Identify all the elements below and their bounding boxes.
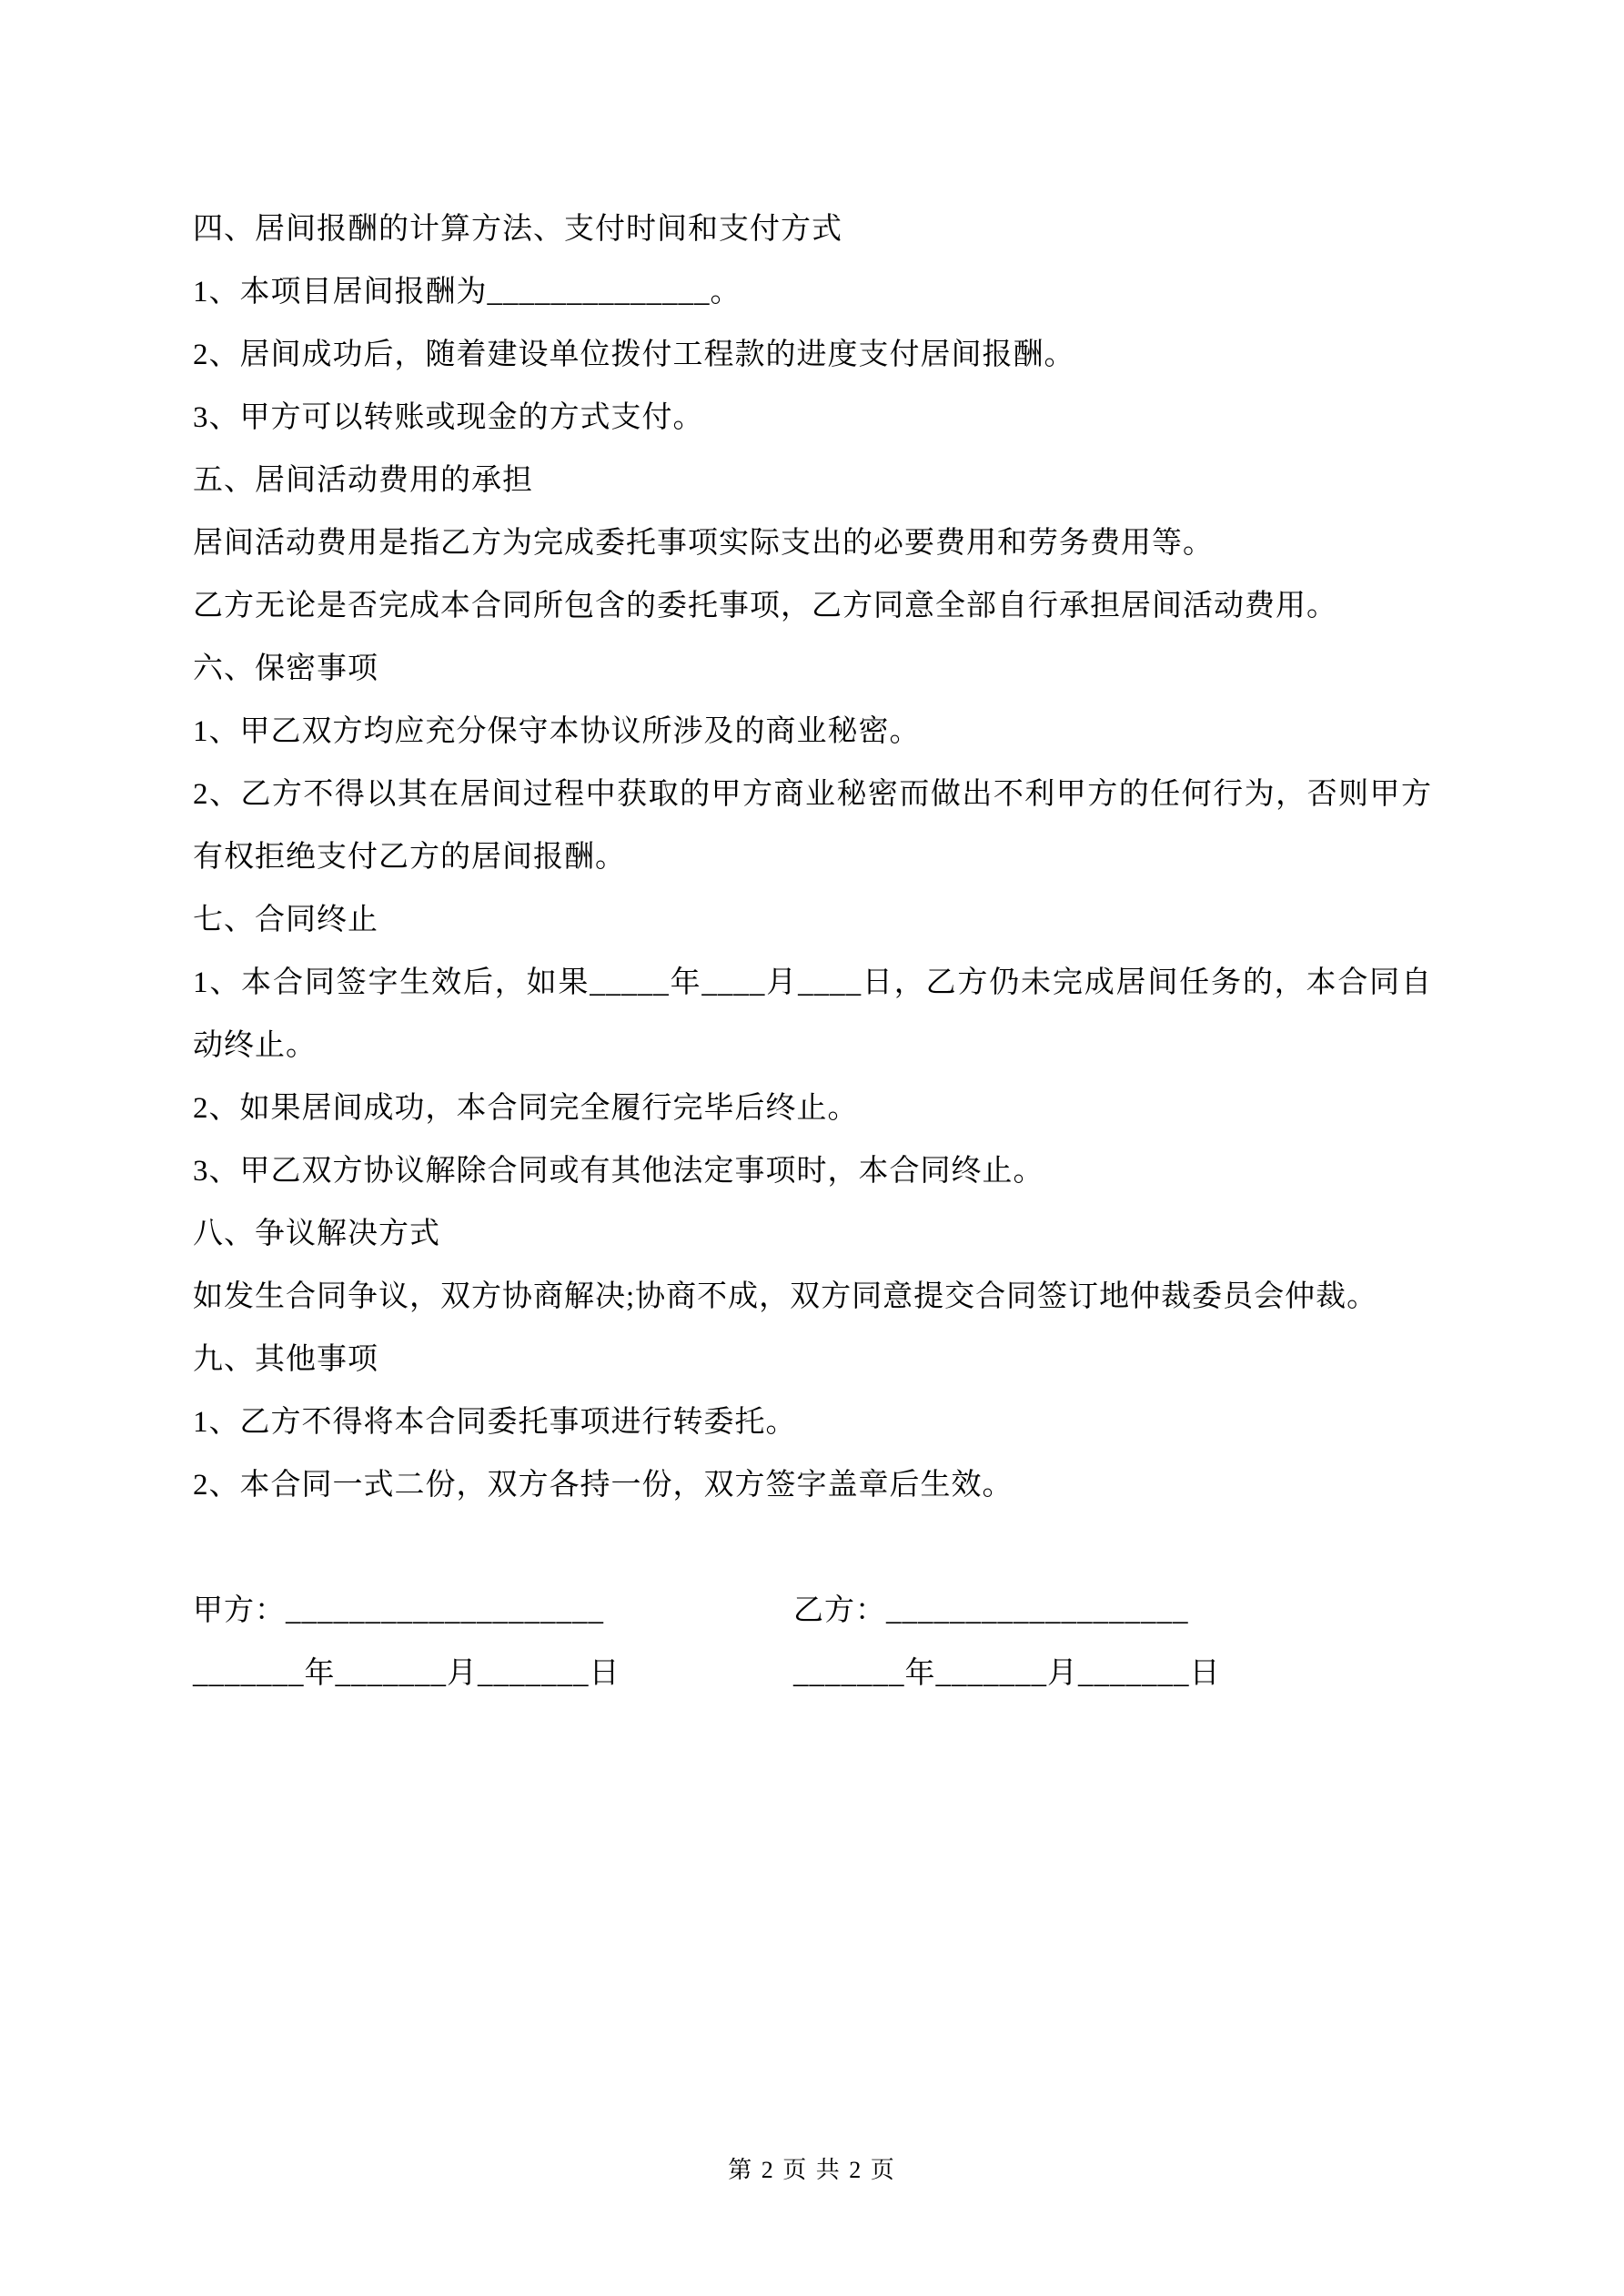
clause-7-2: 2、如果居间成功，本合同完全履行完毕后终止。 bbox=[193, 1092, 859, 1125]
clause-9-2: 2、本合同一式二份，双方各持一份，双方签字盖章后生效。 bbox=[193, 1469, 1014, 1502]
clause-4-2: 2、居间成功后，随着建设单位拨付工程款的进度支付居间报酬。 bbox=[193, 339, 1075, 371]
section-heading-4: 四、居间报酬的计算方法、支付时间和支付方式 bbox=[193, 213, 842, 246]
section-heading-5: 五、居间活动费用的承担 bbox=[193, 464, 533, 497]
clause-7-1: 1、本合同签字生效后，如果_____年____月____日，乙方仍未完成居间任务的，本合同自动终止。 bbox=[193, 966, 1432, 1062]
party-a-signature-line bbox=[193, 1580, 793, 1643]
party-b-label: 乙方： bbox=[793, 1594, 886, 1627]
party-b-signature-blank: ___________________ bbox=[886, 1594, 1189, 1627]
section-heading-6: 六、保密事项 bbox=[193, 652, 378, 685]
section-heading-7: 七、合同终止 bbox=[193, 904, 378, 936]
contract-body bbox=[193, 198, 1432, 1705]
signature-row bbox=[193, 1580, 1432, 1643]
page-number-footer: 第 2 页 共 2 页 bbox=[728, 2157, 896, 2183]
party-a-signature-blank: ____________________ bbox=[286, 1594, 604, 1627]
section-heading-8: 八、争议解决方式 bbox=[193, 1218, 440, 1250]
clause-6-2: 2、乙方不得以其在居间过程中获取的甲方商业秘密而做出不利甲方的任何行为，否则甲方有权拒绝支付乙方的居间报酬。 bbox=[193, 778, 1432, 874]
clause-5-1: 居间活动费用是指乙方为完成委托事项实际支出的必要费用和劳务费用等。 bbox=[193, 527, 1214, 560]
date-row bbox=[193, 1643, 1432, 1705]
blank-line bbox=[193, 1517, 1432, 1580]
party-b-date-line: _______年_______月_______日 bbox=[793, 1657, 1221, 1690]
clause-7-3: 3、甲乙双方协议解除合同或有其他法定事项时，本合同终止。 bbox=[193, 1155, 1044, 1188]
clause-8-1: 如发生合同争议，双方协商解决;协商不成，双方同意提交合同签订地仲裁委员会仲裁。 bbox=[193, 1280, 1378, 1313]
clause-4-3: 3、甲方可以转账或现金的方式支付。 bbox=[193, 401, 704, 434]
section-heading-9: 九、其他事项 bbox=[193, 1343, 378, 1376]
party-a-date-line: _______年_______月_______日 bbox=[193, 1657, 620, 1690]
clause-4-1: 1、本项目居间报酬为______________。 bbox=[193, 276, 741, 308]
party-b-signature-line bbox=[793, 1580, 1432, 1643]
party-a-label: 甲方： bbox=[193, 1594, 286, 1627]
clause-6-1: 1、甲乙双方均应充分保守本协议所涉及的商业秘密。 bbox=[193, 715, 921, 748]
clause-9-1: 1、乙方不得将本合同委托事项进行转委托。 bbox=[193, 1406, 797, 1439]
clause-5-2: 乙方无论是否完成本合同所包含的委托事项，乙方同意全部自行承担居间活动费用。 bbox=[193, 590, 1337, 622]
